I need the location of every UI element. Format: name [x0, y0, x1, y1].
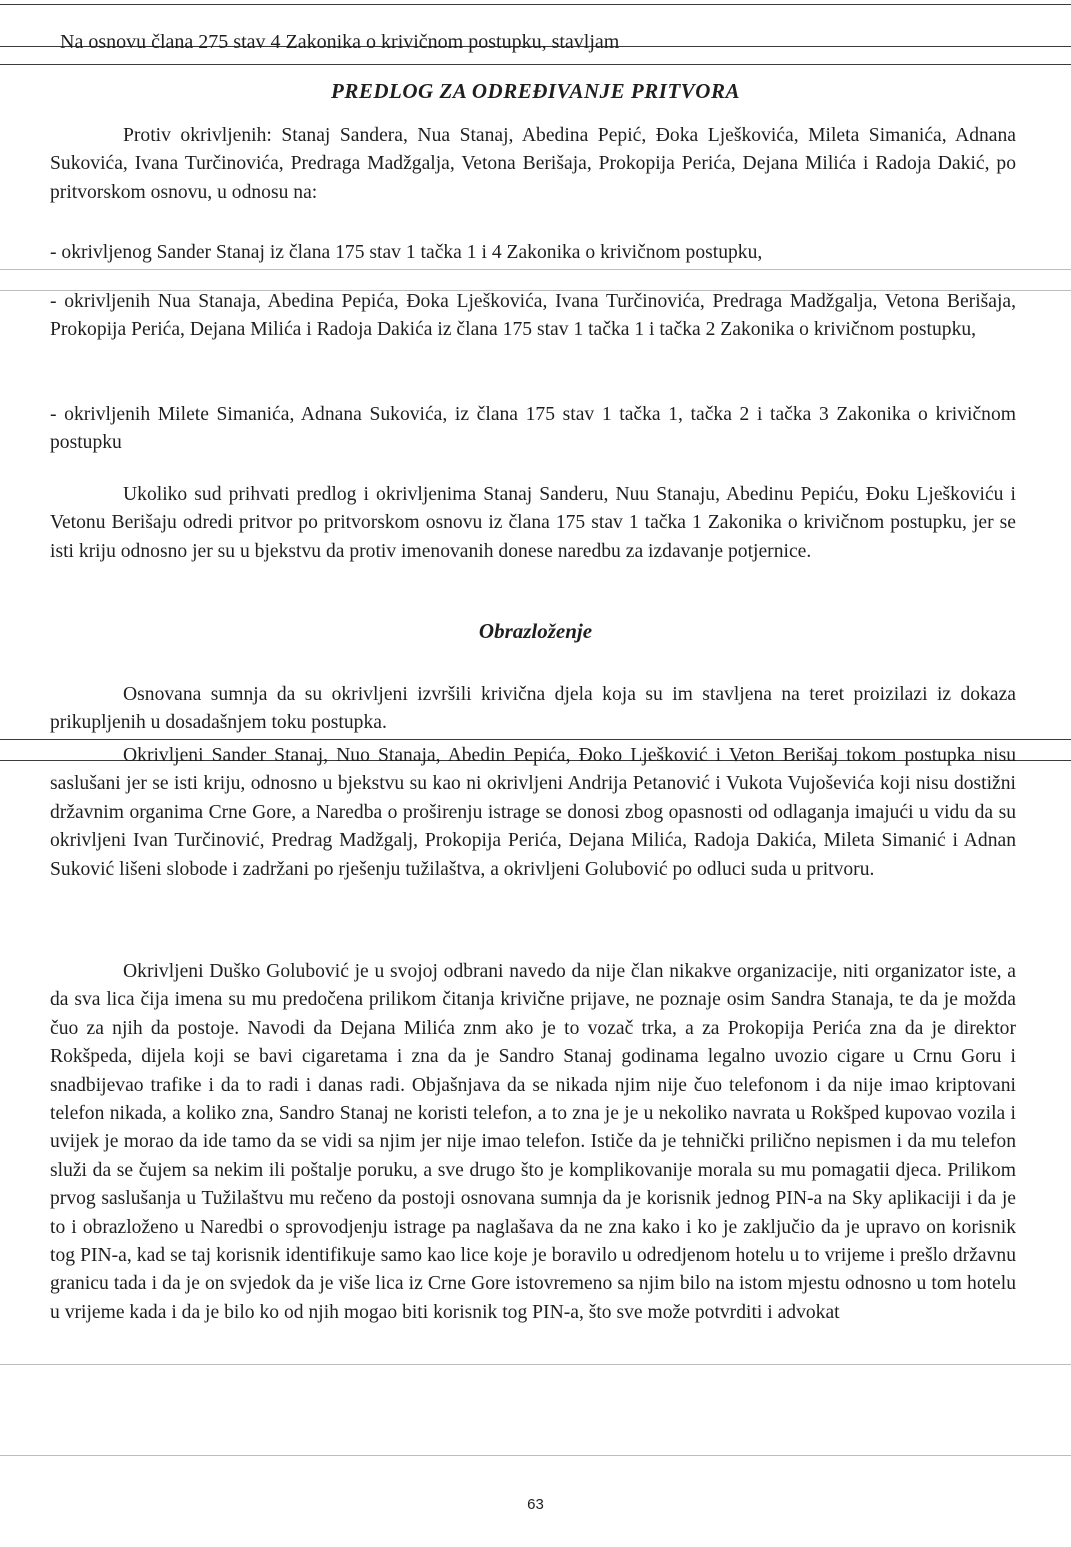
paragraph-defense: Okrivljeni Duško Golubović je u svojoj odbrani navedo da nije član nikakve organizacije, niti organizator iste, a da sva lica čija imena su mu predočena prilikom čitanja krivične prijave, ne poznaje osim Sandra Stanaja, te da je možda čuo za njih da postoje. Navodi da Dejana Milića znm ako je to vozač trka, a za Prokopija Perića zna da je direktor Rokšpeda, dijela koji se bavi cigaretama i zna da je Sandro Stanaj godinama legalno uvozio cigare u Crnu Goru i snadbijevao trafike i da to radi i danas radi. Objašnjava da se nikada njim nije čuo telefonom i da nije imao kriptovani telefon nikada, a koliko zna, Sandro Stanaj ne koristi telefon, a to zna je je u nekoliko navrata u Rokšped kupovao vozila i uvijek je morao da ide tamo da se vidi sa njim jer nije imao telefon. Ističe da je tehnički prilično nepismen i da mu telefon služi da se čujem sa nekim ili poštalje poruku, a sve drugo što je komplikovanije morala su mu pomagatii djeca. Prilikom prvog saslušanja u Tužilaštvu mu rečeno da postoji osnovana sumnja da je korisnik jednog PIN-a na Sky aplikaciji i da je to i obrazloženo u Naredbi o sprovodjenju istrage pa naglašava da ne zna kako i ko je zaključio da je upravo on korisnik tog PIN-a, kad se taj korisnik identifikuje samo kao lice koje je boravilo u odredjenom hotelu u to vrijeme i prešlo državnu granicu tada i da je on svjedok da je više lica iz Crne Gore istovremeno sa njim bilo na istom mjestu odnosno u tom hotelu u vrijeme kada i da je bilo ko od njih mogao biti korisnik tog PIN-a, što sve može potvrditi i advokat — [50, 961, 1016, 1323]
document-title: PREDLOG ZA ODREĐIVANJE PRITVORA — [331, 79, 740, 103]
paragraph-fugitives: Okrivljeni Sander Stanaj, Nuo Stanaja, Abedin Pepića, Đoko Lješković i Veton Berišaj tokom postupka nisu saslušani jer se isti kriju, odnosno u bjekstvu su kao ni okrivljeni Andrija Petanović i Vukota Vujoševića koji nisu dostižni državnim organima Crne Gore, a Naredba o proširenju istrage se donosi zbog opasnosti od odlaganja imajući u vidu da su okrivljeni Ivan Turčinović, Predrag Madžgalj, Prokopija Perića, Dejana Milića, Radoja Dakića, Mileta Simanić i Adnan Suković lišeni slobode i zadržani po rješenju tužilaštva, a okrivljeni Golubović po odluci suda u pritvoru. — [50, 745, 1016, 880]
paragraph-proposal: Ukoliko sud prihvati predlog i okrivljenima Stanaj Sanderu, Nuu Stanaju, Abedinu Pepiću, Đoku Lješkoviću i Vetonu Berišaju odredi pritvor po pritvorskom osnovu iz člana 175 stav 1 tačka 1 Zakonika o krivičnom postupku, jer se isti kriju odnosno jer su u bjekstvu da protiv imenovanih donese naredbu za izdavanje potjernice. — [50, 484, 1016, 562]
scan-artifact-line — [0, 1455, 1071, 1456]
scan-artifact-line — [0, 739, 1071, 740]
list-item-2: - okrivljenih Nua Stanaja, Abedina Pepića, Đoka Lješkovića, Ivana Turčinovića, Predraga Madžgalja, Vetona Berišaja, Prokopija Perića, Dejana Milića i Radoja Dakića iz člana 175 stav 1 tačka 1 i tačka 2 Zakonika o krivičnom postupku, — [50, 291, 1016, 341]
page-number: 63 — [527, 1496, 544, 1513]
paragraph-defendants: Protiv okrivljenih: Stanaj Sandera, Nua Stanaj, Abedina Pepić, Đoka Lješkovića, Mileta Simanića, Adnana Sukovića, Ivana Turčinovića, Predraga Madžgalja, Vetona Berišaja, Prokopija Perića, Dejana Milića i Radoja Dakić, po pritvorskom osnovu, u odnosu na: — [50, 125, 1016, 203]
scan-artifact-line — [0, 269, 1071, 270]
intro-line: Na osnovu člana 275 stav 4 Zakonika o krivičnom postupku, stavljam — [60, 31, 620, 53]
scan-artifact-line — [0, 1364, 1071, 1365]
list-item-1: - okrivljenog Sander Stanaj iz člana 175 stav 1 tačka 1 i 4 Zakonika o krivičnom postupku, — [50, 242, 763, 263]
paragraph-suspicion: Osnovana sumnja da su okrivljeni izvršili krivična djela koja su im stavljena na teret proizilazi iz dokaza prikupljenih u dosadašnjem toku postupka. — [50, 684, 1016, 734]
section-heading: Obrazloženje — [478, 619, 593, 643]
scan-artifact-line — [0, 4, 1071, 5]
scan-artifact-line — [0, 64, 1071, 65]
list-item-3: - okrivljenih Milete Simanića, Adnana Sukovića, iz člana 175 stav 1 tačka 1, tačka 2 i tačka 3 Zakonika o krivičnom postupku — [50, 404, 1016, 454]
